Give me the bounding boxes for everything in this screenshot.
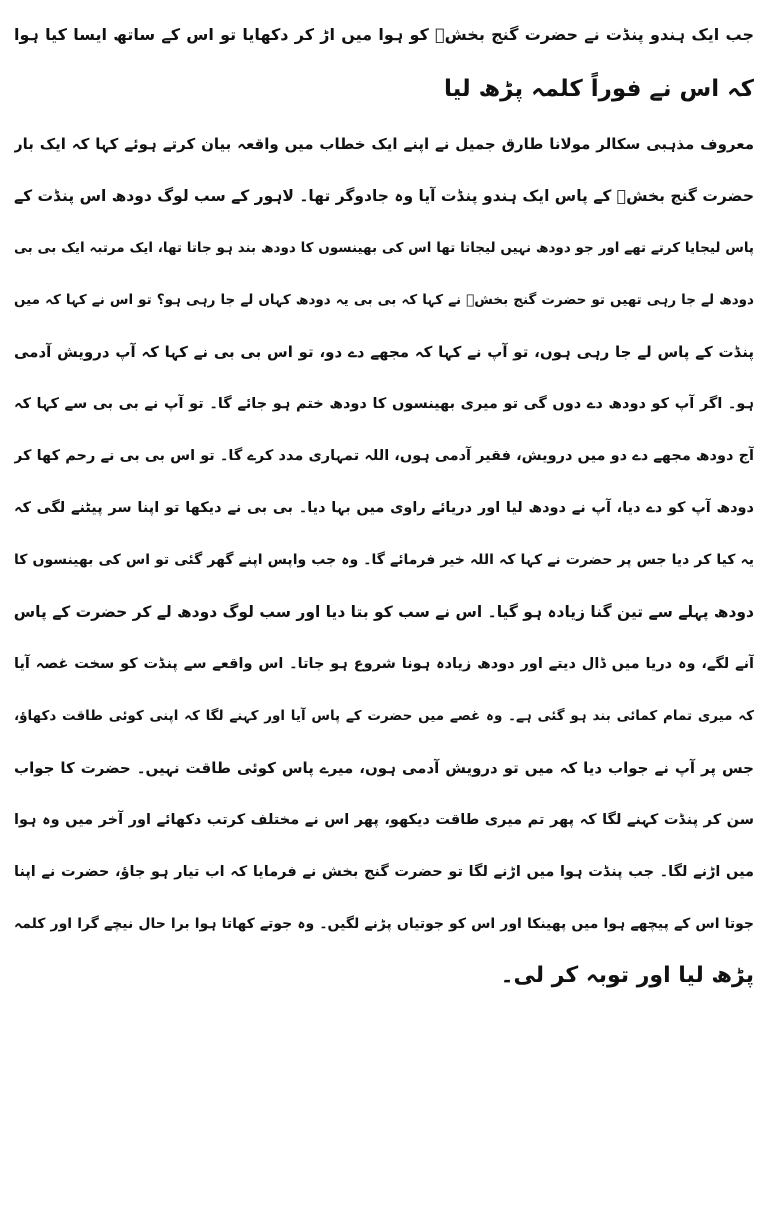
body-line: سن کر پنڈت کہنے لگا کہ پھر تم میری طاقت دیکھو، پھر اس نے مختلف کرتب دکھائے اور آخر میں وہ ہوا <box>14 812 754 828</box>
body-line: آنے لگے، وہ دریا میں ڈال دیتے اور دودھ زیادہ ہونا شروع ہو جاتا۔ اس واقعے سے پنڈت کو سخت غصہ آیا <box>14 656 754 672</box>
body-line: دودھ لے جا رہی تھیں تو حضرت گنج بخشؒ نے کہا کہ بی بی یہ دودھ کہاں لے جا رہی ہو؟ تو اس نے کہا کہ میں <box>14 292 754 308</box>
body-line: جس پر آپ نے جواب دیا کہ میں تو درویش آدمی ہوں، میرے پاس کوئی طاقت نہیں۔ حضرت کا جواب <box>14 759 754 777</box>
body-line: یہ کیا کر دیا جس پر حضرت نے کہا کہ اللہ خیر فرمائے گا۔ وہ جب واپس اپنے گھر گئی تو اس کی بھینسوں کا <box>14 552 754 568</box>
body-line: معروف مذہبی سکالر مولانا طارق جمیل نے اپنے ایک خطاب میں واقعہ بیان کرتے ہوئے کہا کہ ایک بار <box>14 135 754 153</box>
article-body <box>14 118 754 1002</box>
body-line: پاس لیجایا کرتے تھے اور جو دودھ نہیں لیجاتا تھا اس کی بھینسوں کا دودھ بند ہو جاتا تھا، ایک مرتبہ ایک بی بی <box>14 240 754 256</box>
body-line: پنڈت کے پاس لے جا رہی ہوں، تو آپ نے کہا کہ مجھے دے دو، تو اس بی بی نے کہا کہ آپ درویش آدمی <box>14 343 754 361</box>
article-title <box>14 8 754 116</box>
body-line: جوتا اس کے پیچھے ہوا میں پھینکا اور اس کو جوتیاں پڑنے لگیں۔ وہ جوتے کھاتا ہوا برا حال نیچے گرا اور کلمہ <box>14 916 754 932</box>
body-line: دودھ آپ کو دے دیا، آپ نے دودھ لیا اور دریائے راوی میں بہا دیا۔ بی بی نے دیکھا تو اپنا سر پیٹنے لگی کہ <box>14 500 754 516</box>
body-line: ہو۔ اگر آپ کو دودھ دے دوں گی تو میری بھینسوں کا دودھ ختم ہو جائے گا۔ تو آپ نے بی بی سے کہا کہ <box>14 396 754 412</box>
title-line: جب ایک ہندو پنڈت نے حضرت گنج بخشؒ کو ہوا میں اڑ کر دکھایا تو اس کے ساتھ ایسا کیا ہوا <box>14 25 754 44</box>
body-line: حضرت گنج بخشؒ کے پاس ایک ہندو پنڈت آیا وہ جادوگر تھا۔ لاہور کے سب لوگ دودھ اس پنڈت کے <box>14 187 754 205</box>
body-line: دودھ پہلے سے تین گنا زیادہ ہو گیا۔ اس نے سب کو بتا دیا اور سب لوگ دودھ لے کر حضرت کے پاس <box>14 603 754 621</box>
body-line: آج دودھ مجھے دے دو میں درویش، فقیر آدمی ہوں، اللہ تمہاری مدد کرے گا۔ تو اس بی بی نے رحم کھا کر <box>14 448 754 464</box>
title-line: کہ اس نے فوراً کلمہ پڑھ لیا <box>443 76 754 102</box>
body-line: میں اڑنے لگا۔ جب پنڈت ہوا میں اڑنے لگا تو حضرت گنج بخش نے فرمایا کہ اب تیار ہو جاؤ، حضرت نے اپنا <box>14 864 754 880</box>
body-line: پڑھ لیا اور توبہ کر لی۔ <box>500 963 754 988</box>
body-line: کہ میری تمام کمائی بند ہو گئی ہے۔ وہ غصے میں حضرت کے پاس آیا اور کہنے لگا کہ اپنی کوئی طاقت دکھاؤ، <box>14 708 754 724</box>
